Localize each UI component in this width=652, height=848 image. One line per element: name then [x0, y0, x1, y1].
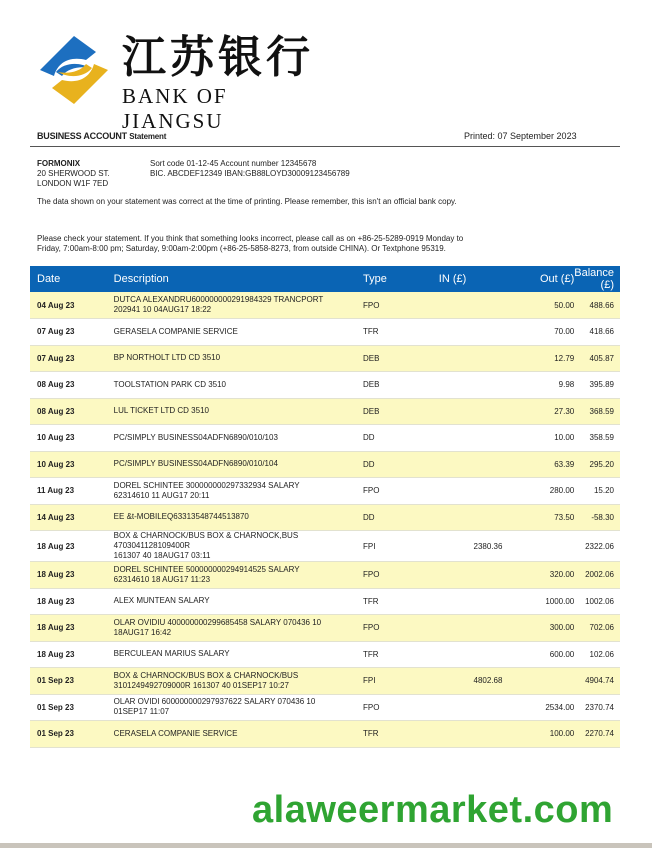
- balance-cell: 488.66: [589, 300, 614, 310]
- description-cell: BOX & CHARNOCK/BUS BOX & CHARNOCK/BUS 3101249492709000R 161307 40 01SEP17 10:27: [113, 670, 299, 690]
- contact-note: Please check your statement. If you think that something looks incorrect, please call as on +86-25-5289-0919 Monday to Friday, 7:00am-8:00 pm; Saturday, 9:00am-2:00pm (+86-25-5858-8273, from outside CHINA). Or Textphone 95319.: [37, 234, 464, 253]
- balance-cell: 702.06: [589, 623, 614, 633]
- balance-cell: 368.59: [589, 406, 614, 416]
- balance-cell: 2270.74: [585, 729, 614, 739]
- balance-cell: 2002.06: [585, 570, 614, 580]
- date-cell: 07 Aug 23: [37, 327, 75, 337]
- date-cell: 01 Sep 23: [37, 729, 74, 739]
- out-amount-cell: 70.00: [554, 327, 575, 337]
- balance-cell: 102.06: [589, 649, 614, 659]
- type-cell: DD: [362, 512, 375, 522]
- description-cell: OLAR OVIDI 600000000297937622 SALARY 070436 10 01SEP17 11:07: [113, 697, 316, 717]
- table-row: [30, 668, 620, 695]
- out-amount-cell: 2534.00: [545, 702, 575, 712]
- table-row: [30, 615, 620, 642]
- out-amount-cell: 27.30: [554, 406, 575, 416]
- accuracy-note: The data shown on your statement was correct at the time of printing. Please remember, this isn't an official bank copy.: [37, 197, 457, 206]
- balance-cell: 1002.06: [585, 596, 614, 606]
- column-header-description: Description: [113, 273, 169, 285]
- transactions-table: [30, 266, 620, 748]
- out-amount-cell: 10.00: [554, 433, 575, 443]
- bank-emblem-icon: [36, 32, 112, 108]
- in-amount-cell: [419, 398, 503, 425]
- type-cell: FPI: [362, 541, 376, 551]
- balance-cell: 4904.74: [585, 676, 614, 686]
- description-cell: PC/SIMPLY BUSINESS04ADFN6890/010/104: [113, 459, 278, 469]
- table-row: [30, 372, 620, 399]
- date-cell: 18 Aug 23: [37, 623, 75, 633]
- address-line-1: 20 SHERWOOD ST.: [37, 169, 110, 178]
- date-cell: 11 Aug 23: [37, 486, 75, 496]
- date-cell: 01 Sep 23: [37, 676, 74, 686]
- date-cell: 08 Aug 23: [37, 380, 75, 390]
- type-cell: FPO: [362, 570, 380, 580]
- balance-cell: 395.89: [589, 380, 614, 390]
- out-amount-cell: 9.98: [558, 380, 575, 390]
- date-cell: 18 Aug 23: [37, 649, 75, 659]
- balance-cell: 2370.74: [585, 702, 614, 712]
- balance-cell: 295.20: [589, 459, 614, 469]
- date-cell: 07 Aug 23: [37, 353, 75, 363]
- table-row: [30, 721, 620, 748]
- table-row: [30, 451, 620, 478]
- description-cell: ALEX MUNTEAN SALARY: [113, 596, 210, 606]
- description-cell: BOX & CHARNOCK/BUS BOX & CHARNOCK,BUS 4703041128109400R 161307 40 18AUG17 03:11: [113, 531, 299, 560]
- in-amount-cell: [419, 615, 503, 642]
- column-header-type: Type: [362, 273, 387, 285]
- description-cell: BP NORTHOLT LTD CD 3510: [113, 353, 221, 363]
- in-amount-cell: [419, 425, 503, 452]
- out-amount-cell: 1000.00: [545, 596, 575, 606]
- in-amount-cell: [419, 588, 503, 615]
- table-row: [30, 588, 620, 615]
- out-amount-cell: 12.79: [554, 353, 575, 363]
- description-cell: DUTCA ALEXANDRU600000000291984329 TRANCPORT 202941 10 04AUG17 18:22: [113, 295, 324, 314]
- table-row: [30, 641, 620, 668]
- in-amount-cell: 4802.68: [473, 676, 503, 686]
- date-cell: 18 Aug 23: [37, 596, 75, 606]
- in-amount-cell: [419, 372, 503, 399]
- type-cell: FPO: [362, 623, 380, 633]
- table-row: [30, 425, 620, 452]
- address-line-2: LONDON W1F 7ED: [37, 179, 109, 188]
- description-cell: DOREL SCHINTEE 500000000294914525 SALARY 62314610 18 AUG17 11:23: [113, 564, 300, 584]
- balance-cell: 418.66: [589, 327, 614, 337]
- statement-title-bold: BUSINESS ACCOUNT: [37, 131, 127, 141]
- type-cell: DEB: [362, 380, 380, 390]
- table-row: [30, 398, 620, 425]
- account-holder: [37, 159, 110, 189]
- description-cell: GERASELA COMPANIE SERVICE: [113, 326, 238, 336]
- type-cell: TFR: [362, 649, 379, 659]
- logo-chinese-text: 江苏银行: [122, 32, 314, 83]
- table-row: [30, 694, 620, 721]
- balance-cell: -58.30: [591, 512, 614, 522]
- type-cell: DEB: [362, 406, 380, 416]
- table-row: [30, 478, 620, 505]
- description-cell: OLAR OVIDIU 400000000299685458 SALARY 070436 10 18AUG17 16:42: [113, 617, 322, 637]
- bottom-border: [0, 843, 652, 848]
- description-cell: BERCULEAN MARIUS SALARY: [113, 649, 230, 659]
- description-cell: DOREL SCHINTEE 300000000297332934 SALARY 62314610 11 AUG17 20:11: [113, 480, 300, 500]
- description-cell: CERASELA COMPANIE SERVICE: [113, 728, 238, 738]
- type-cell: FPI: [362, 676, 376, 686]
- date-cell: 10 Aug 23: [37, 459, 75, 469]
- statement-title: [37, 131, 166, 141]
- type-cell: TFR: [362, 596, 379, 606]
- type-cell: DD: [362, 433, 375, 443]
- table-row: [30, 531, 620, 562]
- bic-iban-line: BIC. ABCDEF12349 IBAN:GB88LOYD30009123456789: [150, 169, 350, 178]
- printed-date: Printed: 07 September 2023: [464, 131, 577, 141]
- type-cell: TFR: [362, 729, 379, 739]
- balance-cell: 405.87: [589, 353, 614, 363]
- type-cell: FPO: [362, 300, 380, 310]
- balance-cell: 2322.06: [585, 541, 614, 551]
- column-header-date: Date: [37, 273, 61, 285]
- out-amount-cell: 100.00: [549, 729, 575, 739]
- in-amount-cell: [419, 694, 503, 721]
- out-amount-cell: 300.00: [549, 623, 575, 633]
- in-amount-cell: [419, 451, 503, 478]
- in-amount-cell: [419, 641, 503, 668]
- logo-english-text: BANK OF JIANGSU: [122, 84, 228, 133]
- date-cell: 18 Aug 23: [37, 541, 75, 551]
- out-amount-cell: [502, 531, 574, 562]
- in-amount-cell: [419, 292, 503, 319]
- column-header-in: IN (£): [438, 273, 467, 285]
- description-cell: TOOLSTATION PARK CD 3510: [113, 379, 226, 389]
- out-amount-cell: [502, 668, 574, 695]
- out-amount-cell: 280.00: [549, 486, 575, 496]
- out-amount-cell: 600.00: [549, 649, 575, 659]
- statement-title-rest: Statement: [129, 132, 167, 141]
- date-cell: 08 Aug 23: [37, 406, 75, 416]
- sort-code-line: Sort code 01-12-45 Account number 12345678: [150, 159, 317, 168]
- out-amount-cell: 73.50: [554, 512, 575, 522]
- in-amount-cell: [419, 721, 503, 748]
- bank-logo: [36, 30, 316, 133]
- out-amount-cell: 50.00: [554, 300, 575, 310]
- description-cell: EE &t-MOBILEQ63313548744513870: [113, 512, 249, 522]
- table-row: [30, 292, 620, 319]
- table-row: [30, 562, 620, 589]
- in-amount-cell: [419, 562, 503, 589]
- in-amount-cell: [419, 345, 503, 372]
- table-row: [30, 504, 620, 531]
- type-cell: TFR: [362, 327, 379, 337]
- account-name: FORMONIX: [37, 159, 81, 168]
- out-amount-cell: 320.00: [549, 570, 575, 580]
- in-amount-cell: 2380.36: [473, 541, 503, 551]
- date-cell: 18 Aug 23: [37, 570, 75, 580]
- table-row: [30, 319, 620, 346]
- type-cell: FPO: [362, 486, 380, 496]
- type-cell: DD: [362, 459, 375, 469]
- description-cell: PC/SIMPLY BUSINESS04ADFN6890/010/103: [113, 432, 278, 442]
- date-cell: 10 Aug 23: [37, 433, 75, 443]
- date-cell: 04 Aug 23: [37, 300, 75, 310]
- table-header-row: [30, 266, 620, 292]
- account-codes: [150, 159, 350, 179]
- date-cell: 14 Aug 23: [37, 512, 75, 522]
- in-amount-cell: [419, 478, 503, 505]
- in-amount-cell: [419, 319, 503, 346]
- table-row: [30, 345, 620, 372]
- column-header-out: Out (£): [540, 273, 575, 285]
- in-amount-cell: [419, 504, 503, 531]
- header-divider: [30, 146, 620, 147]
- balance-cell: 15.20: [593, 486, 614, 496]
- column-header-balance: Balance (£): [574, 267, 614, 291]
- out-amount-cell: 63.39: [554, 459, 575, 469]
- watermark: alaweermarket.com: [252, 789, 614, 831]
- type-cell: FPO: [362, 702, 380, 712]
- description-cell: LUL TICKET LTD CD 3510: [113, 406, 209, 416]
- date-cell: 01 Sep 23: [37, 702, 74, 712]
- balance-cell: 358.59: [589, 433, 614, 443]
- type-cell: DEB: [362, 353, 380, 363]
